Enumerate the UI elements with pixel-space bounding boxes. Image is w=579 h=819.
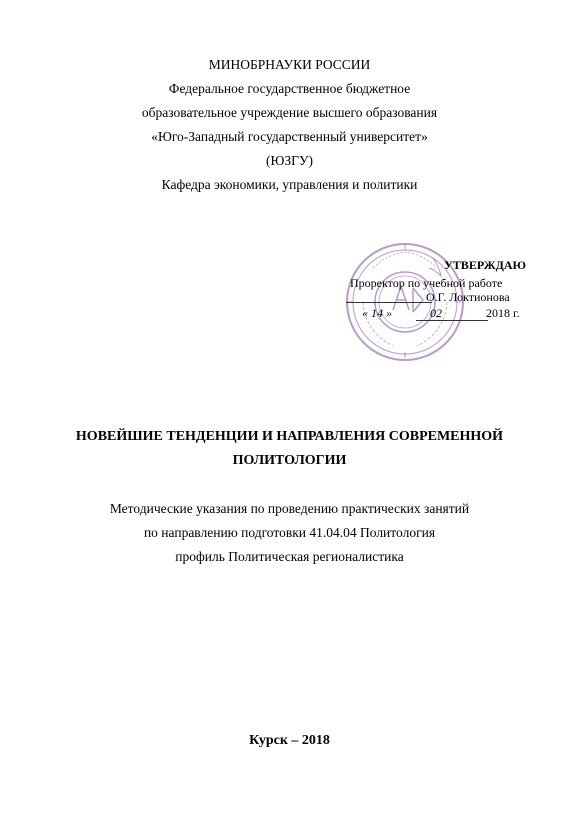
approval-date-year: 2018 г.	[486, 306, 520, 320]
university-abbreviation: (ЮЗГУ)	[266, 153, 313, 168]
department-name: Кафедра экономики, управления и политики	[161, 177, 418, 192]
subtitle-line-2: по направлению подготовки 41.04.04 Политология	[143, 525, 436, 540]
approval-heading: УТВЕРЖДАЮ	[444, 258, 527, 272]
approval-position: Проректор по учебной работе	[350, 276, 503, 290]
institution-line-1: Федеральное государственное бюджетное	[168, 81, 411, 96]
university-name: «Юго-Западный государственный университет»	[151, 129, 428, 144]
ministry-heading: МИНОБРНАУКИ РОССИИ	[208, 57, 371, 72]
approval-block	[338, 252, 538, 348]
approval-date-month: 02	[430, 306, 442, 320]
subtitle-line-1: Методические указания по проведению практических занятий	[109, 501, 470, 516]
approval-signer: О.Г. Локтионова	[426, 290, 510, 304]
signature-line	[346, 302, 432, 303]
approval-date-day: « 14 »	[362, 306, 392, 320]
institution-line-2: образовательное учреждение высшего образования	[141, 105, 438, 120]
subtitle-line-3: профиль Политическая регионалистика	[175, 549, 404, 564]
date-line	[416, 320, 488, 321]
document-title-line-1: НОВЕЙШИЕ ТЕНДЕНЦИИ И НАПРАВЛЕНИЯ СОВРЕМЕННОЙ	[75, 429, 504, 444]
document-title-line-2: ПОЛИТОЛОГИИ	[232, 453, 347, 468]
city-year: Курск – 2018	[249, 733, 330, 748]
